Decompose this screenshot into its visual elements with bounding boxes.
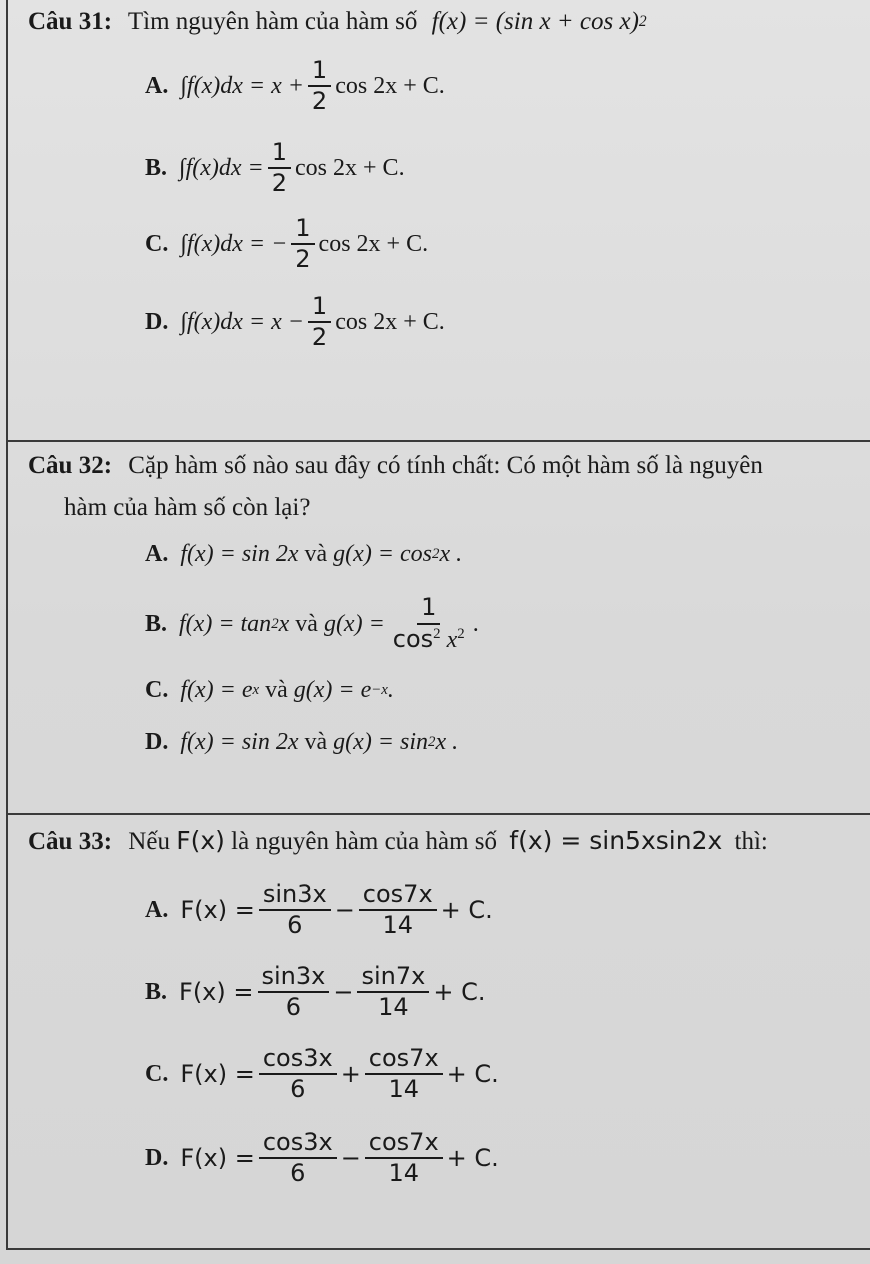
question-33-number: Câu 33:	[28, 828, 113, 855]
question-32-option-a[interactable]: A. f(x) = sin 2x và g(x) = cos 2 x .	[145, 540, 463, 567]
fraction: $\frac{\cos 7x}{14}$	[365, 1046, 443, 1102]
question-32-option-b[interactable]: B. f(x) = tan 2 x và g(x) = $\frac{1}{\cos^2 x^2}$ .	[145, 593, 479, 653]
divider-q31-q32	[6, 440, 870, 442]
left-border-line	[6, 0, 8, 1250]
fraction: $\frac{\sin 7x}{14}$	[357, 964, 429, 1020]
question-31-function: f(x) = (sin x + cos x) 2	[431, 8, 647, 35]
fraction: $\frac{1}{2}$	[268, 140, 291, 196]
fraction: $\frac{\cos 7x}{14}$	[365, 1130, 443, 1186]
fraction: $\frac{\sin 3x}{6}$	[259, 882, 331, 938]
question-33-title: Câu 33: Nếu F(x) là nguyên hàm của hàm số f(x) = sin5xsin2x thì:	[28, 826, 768, 855]
fraction: $\frac{\cos 3x}{6}$	[259, 1130, 337, 1186]
question-32-number: Câu 32:	[28, 452, 113, 479]
bottom-border-line	[6, 1248, 870, 1250]
question-32-text-line1: Cặp hàm số nào sau đây có tính chất: Có một hàm số là nguyên	[128, 452, 763, 479]
question-31-number: Câu 31:	[28, 8, 113, 35]
divider-q32-q33	[6, 813, 870, 815]
fraction: $\frac{1}{2}$	[308, 58, 331, 114]
fraction: $\frac{1}{\cos^2 x^2}$	[392, 593, 465, 653]
question-31-option-b[interactable]: B. ∫f(x)dx = $\frac{1}{2}$ cos 2x + C.	[145, 137, 405, 197]
fraction: $\frac{\cos 3x}{6}$	[259, 1046, 337, 1102]
fraction: $\frac{\sin 3x}{6}$	[258, 964, 330, 1020]
question-32-title	[28, 452, 763, 480]
question-33-option-b[interactable]: B. F(x) = $\frac{\sin 3x}{6}$ − $\frac{\sin 7x}{14}$ + C.	[145, 961, 486, 1021]
question-33-option-d[interactable]: D. F(x) = $\frac{\cos 3x}{6}$ − $\frac{\cos 7x}{14}$ + C.	[145, 1127, 499, 1187]
question-31-text: Tìm nguyên hàm của hàm số	[127, 8, 418, 35]
question-31-option-d[interactable]: D. ∫f(x)dx = x − $\frac{1}{2}$ cos 2x + C.	[145, 291, 445, 351]
question-32-option-c[interactable]: C. f(x) = e x và g(x) = e −x .	[145, 676, 394, 703]
question-33-option-a[interactable]: A. F(x) = $\frac{\sin 3x}{6}$ − $\frac{\cos 7x}{14}$ + C.	[145, 879, 493, 939]
fraction: $\frac{1}{2}$	[291, 216, 314, 272]
fraction: $\frac{\cos 7x}{14}$	[359, 882, 437, 938]
question-31-title	[28, 8, 647, 36]
question-31-option-a[interactable]: A. ∫f(x)dx = x + $\frac{1}{2}$ cos 2x + C.	[145, 55, 445, 115]
question-32-text-line2: hàm của hàm số còn lại?	[64, 494, 311, 521]
question-33-option-c[interactable]: C. F(x) = $\frac{\cos 3x}{6}$ + $\frac{\cos 7x}{14}$ + C.	[145, 1043, 499, 1103]
question-32-option-d[interactable]: D. f(x) = sin 2x và g(x) = sin 2 x .	[145, 728, 459, 755]
fraction: $\frac{1}{2}$	[308, 294, 331, 350]
question-31-option-c[interactable]: C. ∫f(x)dx = − $\frac{1}{2}$ cos 2x + C.	[145, 213, 429, 273]
